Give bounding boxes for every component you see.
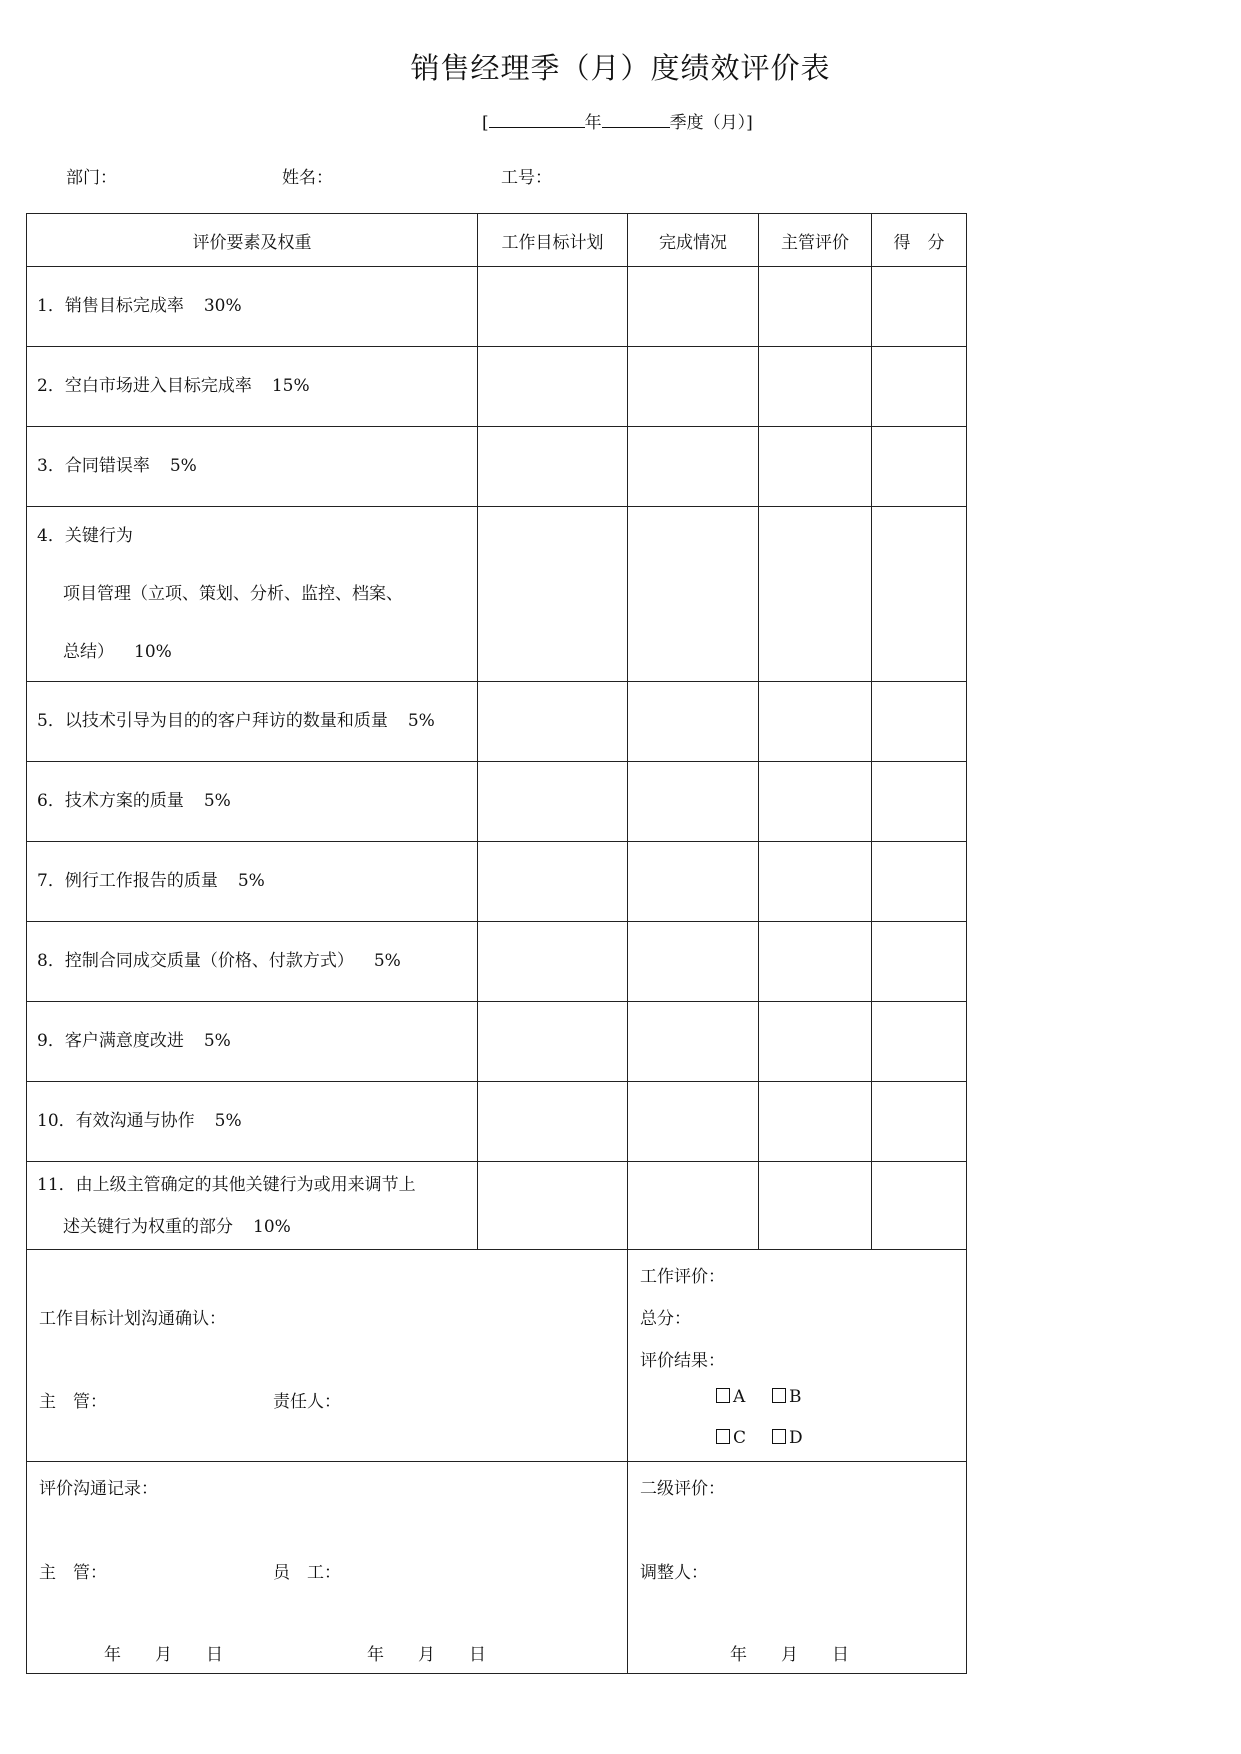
plan-cell[interactable] <box>478 682 628 762</box>
record-cell[interactable] <box>27 1462 628 1674</box>
completion-cell[interactable] <box>628 682 759 762</box>
row-label: 5．以技术引导为目的的客户拜访的数量和质量 5% <box>27 682 478 762</box>
score-cell[interactable] <box>872 1002 967 1082</box>
row-label: 3．合同错误率 5% <box>27 427 478 507</box>
header-completion: 完成情况 <box>628 214 759 267</box>
score-cell[interactable] <box>872 762 967 842</box>
evaluation-table <box>26 213 967 1674</box>
supervisor-cell[interactable] <box>759 427 872 507</box>
checkbox-icon <box>772 1388 786 1403</box>
supervisor-cell[interactable] <box>759 842 872 922</box>
score-cell[interactable] <box>872 682 967 762</box>
plan-confirm-label: 工作目标计划沟通确认： <box>39 1309 226 1329</box>
plan-cell[interactable] <box>478 762 628 842</box>
table-row <box>27 1082 967 1162</box>
supervisor-cell[interactable] <box>759 922 872 1002</box>
table-row <box>27 1162 967 1250</box>
plan-confirm-row <box>27 1250 967 1462</box>
plan-responsible-label: 责任人： <box>273 1392 341 1412</box>
quarter-label: 季度（月） <box>669 113 747 133</box>
row-label: 2．空白市场进入目标完成率 15% <box>27 347 478 427</box>
row-label: 4．关键行为 项目管理（立项、策划、分析、监控、档案、 总结） 10% <box>27 507 478 682</box>
completion-cell[interactable] <box>628 507 759 682</box>
record-employee-label: 员 工： <box>273 1563 341 1583</box>
plan-cell[interactable] <box>478 507 628 682</box>
supervisor-cell[interactable] <box>759 762 872 842</box>
completion-cell[interactable] <box>628 922 759 1002</box>
checkbox-icon <box>716 1388 730 1403</box>
plan-confirm-cell[interactable] <box>27 1250 628 1462</box>
table-row <box>27 922 967 1002</box>
option-c[interactable]: C <box>716 1428 746 1448</box>
row-label: 1．销售目标完成率 30% <box>27 267 478 347</box>
record-row <box>27 1462 967 1674</box>
row-label: 7．例行工作报告的质量 5% <box>27 842 478 922</box>
score-cell[interactable] <box>872 507 967 682</box>
completion-cell[interactable] <box>628 1162 759 1250</box>
table-row <box>27 427 967 507</box>
work-eval-label: 工作评价： <box>640 1267 725 1287</box>
record-supervisor-label: 主 管： <box>39 1563 107 1583</box>
total-score-label: 总分： <box>640 1309 691 1329</box>
plan-cell[interactable] <box>478 1162 628 1250</box>
plan-cell[interactable] <box>478 347 628 427</box>
plan-cell[interactable] <box>478 1002 628 1082</box>
score-cell[interactable] <box>872 922 967 1002</box>
table-row <box>27 347 967 427</box>
plan-cell[interactable] <box>478 1082 628 1162</box>
quarter-blank[interactable] <box>602 110 670 128</box>
year-blank[interactable] <box>489 110 585 128</box>
result-label: 评价结果： <box>640 1351 725 1371</box>
table-row <box>27 1002 967 1082</box>
record-date-1: 年 月 日 <box>104 1645 223 1665</box>
supervisor-cell[interactable] <box>759 1002 872 1082</box>
second-eval-label: 二级评价： <box>640 1479 725 1499</box>
completion-cell[interactable] <box>628 347 759 427</box>
employee-id-label: 工号： <box>501 168 552 188</box>
row-label: 9．客户满意度改进 5% <box>27 1002 478 1082</box>
row-label: 6．技术方案的质量 5% <box>27 762 478 842</box>
score-cell[interactable] <box>872 1082 967 1162</box>
completion-cell[interactable] <box>628 1002 759 1082</box>
period-open-bracket: [ <box>482 113 489 133</box>
name-label: 姓名： <box>282 168 333 188</box>
plan-cell[interactable] <box>478 267 628 347</box>
table-row <box>27 682 967 762</box>
option-b[interactable]: B <box>772 1387 802 1407</box>
record-label: 评价沟通记录： <box>39 1479 158 1499</box>
supervisor-cell[interactable] <box>759 267 872 347</box>
score-cell[interactable] <box>872 842 967 922</box>
evaluation-cell[interactable] <box>628 1250 967 1462</box>
period-close-bracket: ] <box>746 113 753 133</box>
department-label: 部门： <box>66 168 117 188</box>
header-supervisor-eval: 主管评价 <box>759 214 872 267</box>
score-cell[interactable] <box>872 267 967 347</box>
plan-cell[interactable] <box>478 922 628 1002</box>
table-row <box>27 762 967 842</box>
supervisor-cell[interactable] <box>759 347 872 427</box>
plan-supervisor-label: 主 管： <box>39 1392 107 1412</box>
table-row <box>27 507 967 682</box>
supervisor-cell[interactable] <box>759 682 872 762</box>
checkbox-icon <box>772 1429 786 1444</box>
header-score: 得 分 <box>872 214 967 267</box>
supervisor-cell[interactable] <box>759 1162 872 1250</box>
supervisor-cell[interactable] <box>759 507 872 682</box>
table-header-row <box>27 214 967 267</box>
row-label: 8．控制合同成交质量（价格、付款方式） 5% <box>27 922 478 1002</box>
table-row <box>27 842 967 922</box>
option-d[interactable]: D <box>772 1428 803 1448</box>
row-label: 10．有效沟通与协作 5% <box>27 1082 478 1162</box>
record-date-2: 年 月 日 <box>367 1645 486 1665</box>
year-label: 年 <box>584 113 602 133</box>
header-factor: 评价要素及权重 <box>27 214 478 267</box>
checkbox-icon <box>716 1429 730 1444</box>
completion-cell[interactable] <box>628 842 759 922</box>
completion-cell[interactable] <box>628 1082 759 1162</box>
score-cell[interactable] <box>872 347 967 427</box>
completion-cell[interactable] <box>628 427 759 507</box>
second-eval-date: 年 月 日 <box>730 1645 849 1665</box>
plan-cell[interactable] <box>478 427 628 507</box>
score-cell[interactable] <box>872 1162 967 1250</box>
adjuster-label: 调整人： <box>640 1563 708 1583</box>
plan-cell[interactable] <box>478 842 628 922</box>
header-plan: 工作目标计划 <box>478 214 628 267</box>
period-line <box>482 108 753 133</box>
second-eval-cell[interactable] <box>628 1462 967 1674</box>
score-cell[interactable] <box>872 427 967 507</box>
supervisor-cell[interactable] <box>759 1082 872 1162</box>
form-title: 销售经理季（月）度绩效评价表 <box>410 51 831 85</box>
completion-cell[interactable] <box>628 267 759 347</box>
completion-cell[interactable] <box>628 762 759 842</box>
table-row <box>27 267 967 347</box>
row-label: 11．由上级主管确定的其他关键行为或用来调节上 述关键行为权重的部分 10% <box>27 1162 478 1250</box>
option-a[interactable]: A <box>716 1387 745 1407</box>
